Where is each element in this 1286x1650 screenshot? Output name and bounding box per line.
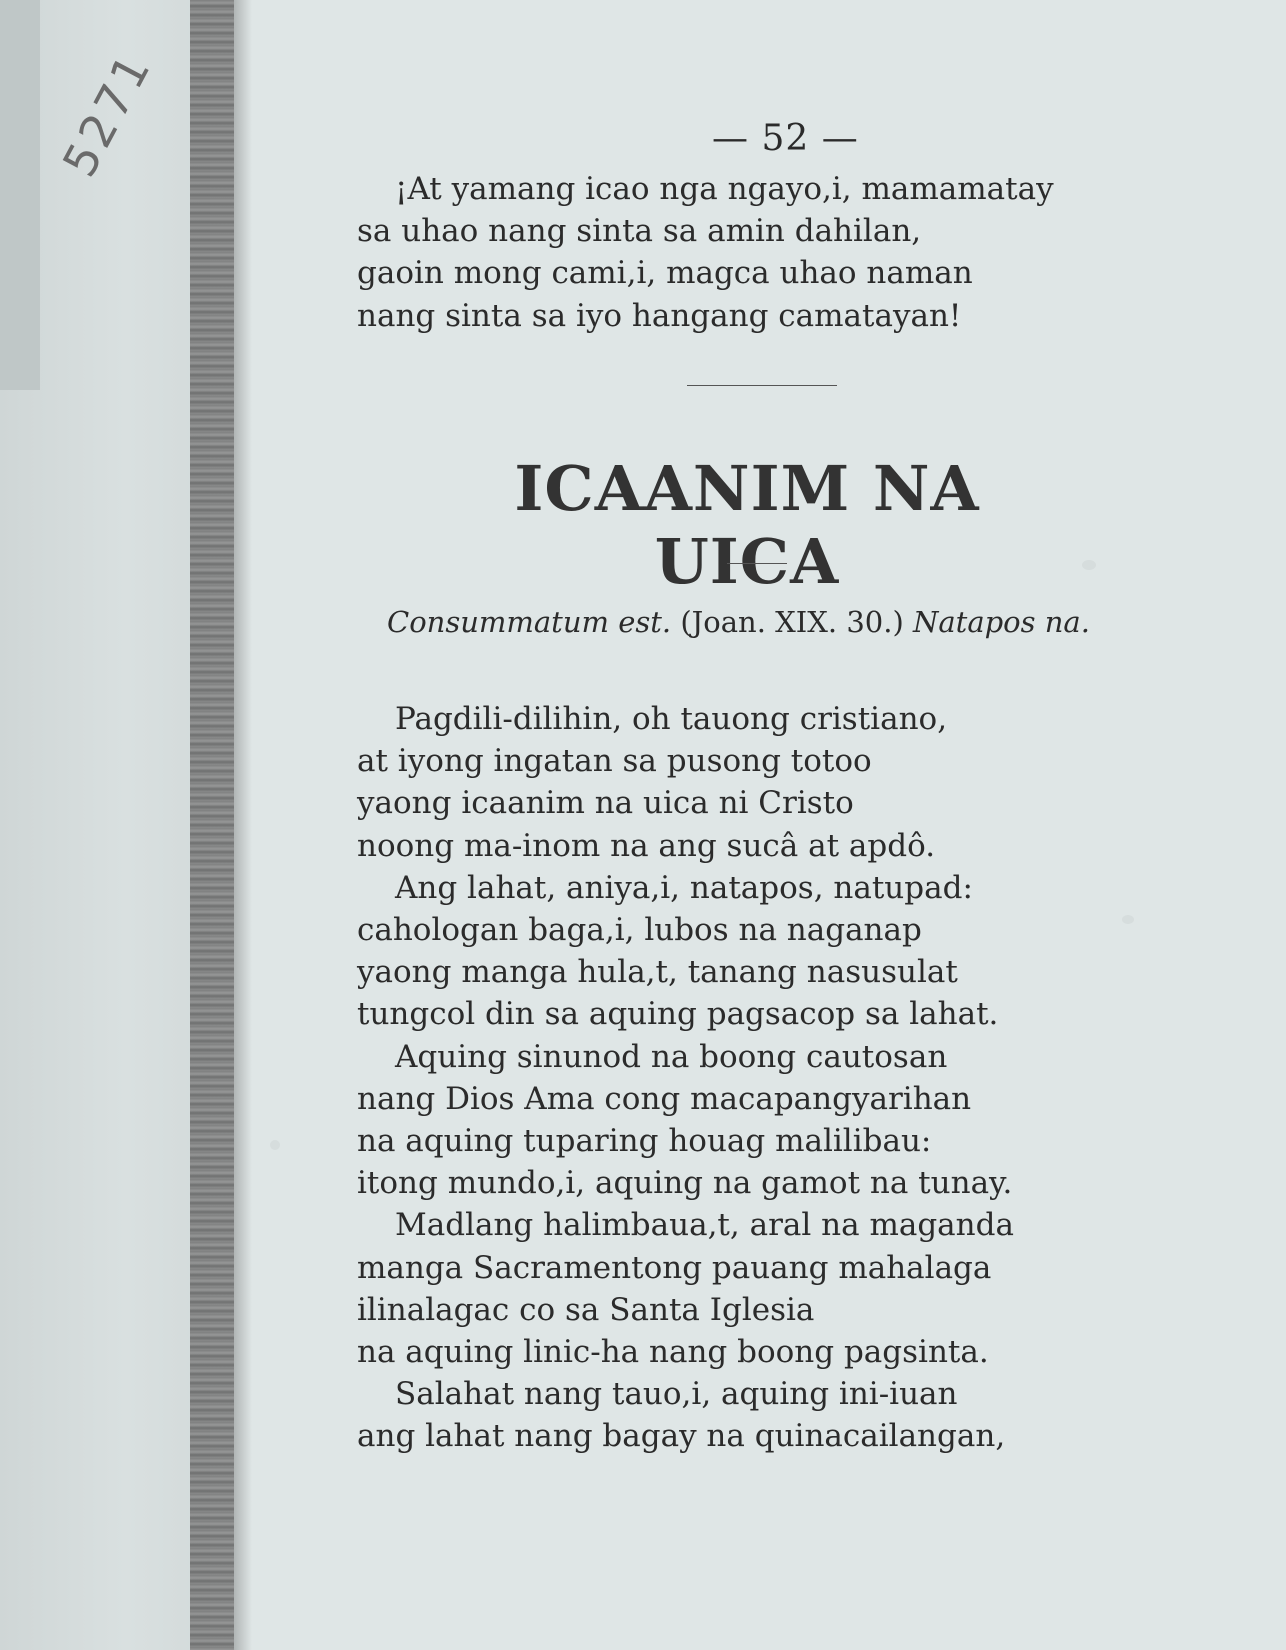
chapter-heading: ICAANIM NA UICA <box>514 452 980 598</box>
verse-line: at iyong ingatan sa pusong totoo <box>357 743 872 780</box>
opening-stanza <box>357 168 1054 337</box>
epigraph-latin: Consummatum est. <box>387 605 672 639</box>
verse-line: Ang lahat, aniya,i, natapos, natupad: <box>395 869 973 906</box>
binding-shadow <box>234 0 252 1650</box>
epigraph <box>387 605 1090 639</box>
margin-shadow <box>0 0 40 390</box>
verse-line: na aquing linic-ha nang boong pagsinta. <box>357 1334 989 1371</box>
margin-note: 5271 <box>52 42 163 186</box>
verse-line: noong ma-inom na ang sucâ at apdô. <box>357 827 936 864</box>
verse-line: na aquing tuparing houag malilibau: <box>357 1123 932 1160</box>
heading-divider <box>727 563 787 564</box>
verse-line: cahologan baga,i, lubos na naganap <box>357 912 922 949</box>
verse-line: Aquing sinunod na boong cautosan <box>395 1038 948 1075</box>
section-divider <box>687 385 837 386</box>
stanza-line: sa uhao nang sinta sa amin dahilan, <box>357 213 922 250</box>
paper-speck <box>270 1140 280 1150</box>
paper-speck <box>1082 560 1096 570</box>
binding-edge <box>190 0 234 1650</box>
epigraph-reference: (Joan. XIX. 30.) <box>680 605 904 639</box>
verse-line: ang lahat nang bagay na quinacailangan, <box>357 1418 1006 1455</box>
stanza-line: nang sinta sa iyo hangang camatayan! <box>357 297 962 334</box>
stanza-line: gaoin mong cami,i, magca uhao naman <box>357 255 973 292</box>
verse-body <box>357 698 1014 1458</box>
verse-line: nang Dios Ama cong macapangyarihan <box>357 1080 972 1117</box>
verse-line: Madlang halimbaua,t, aral na maganda <box>395 1207 1014 1244</box>
verse-line: yaong icaanim na uica ni Cristo <box>357 785 854 822</box>
verse-line: Pagdili-dilihin, oh tauong cristiano, <box>395 701 948 737</box>
verse-line: Salahat nang tauo,i, aquing ini-iuan <box>395 1376 958 1413</box>
page-number: — 52 — <box>712 118 859 159</box>
book-page <box>262 0 1262 1650</box>
stanza-line: ¡At yamang icao nga ngayo,i, mamamatay <box>395 171 1054 207</box>
verse-line: tungcol din sa aquing pagsacop sa lahat. <box>357 996 999 1033</box>
verse-line: itong mundo,i, aquing na gamot na tunay. <box>357 1165 1013 1202</box>
verse-line: ilinalagac co sa Santa Iglesia <box>357 1291 815 1328</box>
verse-line: yaong manga hula,t, tanang nasusulat <box>357 954 958 991</box>
paper-speck <box>1122 915 1134 924</box>
epigraph-translation: Natapos na. <box>913 605 1090 639</box>
verse-line: manga Sacramentong pauang mahalaga <box>357 1249 992 1286</box>
